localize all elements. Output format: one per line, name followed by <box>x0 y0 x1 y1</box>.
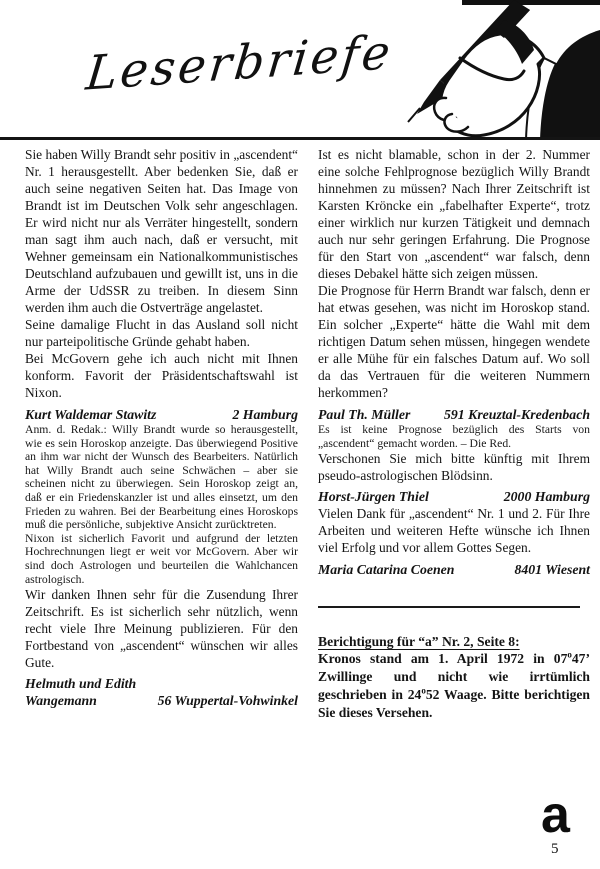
signature-location: 591 Kreuztal-Kredenbach <box>443 407 590 422</box>
letter-mueller-paragraph-1: Ist es nicht blamable, schon in der 2. Nummer eine solche Fehlprognose bezüglich Willy Brandt hinnehmen zu müssen? Nach Ihrer Zeitschrift ist Karsten Kröncke ein „fabelhafter Experte“, trotz einer wirklich nur kurzen Tätigkeit und demnach auch nur sehr geringen Erfahrung. Die Prognose für den Start von „ascendent“ war falsch, denn dieses Debakel hätte sich zeigen müssen. <box>318 147 590 281</box>
letter-stawitz-paragraph-3: Bei McGovern gehe ich auch nicht mit Ihnen konform. Favorit der Präsidentschaftswahl ist Nixon. <box>25 351 298 400</box>
letter-wangemann-signature-line1: Helmuth und Edith <box>25 676 137 692</box>
letter-coenen-paragraph-1: Vielen Dank für „ascendent“ Nr. 1 und 2. Für Ihre Arbeiten und weiteren Hefte wünsche ich Ihnen viel Erfolg und vor allem Gottes Segen. <box>318 506 590 556</box>
page-title: Leserbriefe <box>83 24 396 102</box>
editor-note-paragraph-2: Nixon ist sicherlich Favorit und aufgrund der letzten Hochrechnungen liegt er weit vor McGovern. Aber wir sind doch Astrologen und beurteilen die Wahlchancen astrologisch. <box>25 531 298 586</box>
letter-thiel-signature <box>318 488 590 505</box>
letter-wangemann-signature <box>25 692 298 709</box>
letter-thiel-paragraph-1: Verschonen Sie mich bitte künftig mit Ihrem pseudo-astrologischen Blödsinn. <box>318 451 590 484</box>
signature-name: Wangemann <box>25 693 97 709</box>
signature-name: Kurt Waldemar Stawitz <box>25 407 157 422</box>
letter-mueller-signature <box>318 406 590 423</box>
magazine-logo: a <box>541 786 570 844</box>
correction-divider <box>318 606 580 608</box>
editor-note-red: Es ist keine Prognose bezüglich des Starts von „ascendent“ gemacht worden. – Die Red. <box>318 423 590 450</box>
correction-text: 47’ Zwillinge und nicht wie irrtümlich geschrieben in 24 <box>318 651 590 703</box>
degree-superscript: o <box>567 649 572 660</box>
left-column <box>25 146 298 709</box>
signature-location: 2000 Hamburg <box>503 489 590 505</box>
letter-mueller-paragraph-2: Die Prognose für Herrn Brandt war falsch, denn er hat etwas gesehen, was nicht im Horoskop stand. Ein solcher „Experte“ hätte die Wahl mit dem richtigen Datum sehen müssen, hingegen wendete er alle Mühe für ein falsches Datum auf. Wo soll da das Vertrauen für die weiteren Nummern herkommen? <box>318 283 590 400</box>
signature-name: Horst-Jürgen Thiel <box>318 489 429 505</box>
top-border-bar <box>462 0 600 5</box>
letter-stawitz-signature <box>25 406 298 423</box>
degree-superscript: o <box>421 685 426 696</box>
letter-stawitz-paragraph-2: Seine damalige Flucht in das Ausland soll nicht nur parteipolitische Gründe gehabt haben. <box>25 317 298 349</box>
right-column <box>318 146 590 722</box>
correction-heading: Berichtigung für “a” Nr. 2, Seite 8: <box>318 634 520 650</box>
letter-wangemann-paragraph-1: Wir danken Ihnen sehr für die Zusendung Ihrer Zeitschrift. Es ist sicherlich sehr nützlich, wenn recht viele Ihre Meinung publizieren. Für den Fortbestand von „ascendent“ wünschen wir alles Gute. <box>25 587 298 671</box>
signature-location: 2 Hamburg <box>232 407 298 422</box>
correction-text: Kronos stand am 1. April 1972 in 07 <box>318 651 568 667</box>
correction-body <box>318 650 590 722</box>
signature-name: Maria Catarina Coenen <box>318 562 455 578</box>
correction-text: 52 Waage. Bitte berichtigen Sie dieses Versehen. <box>318 687 590 721</box>
hand-with-pen-illustration <box>390 0 600 140</box>
signature-name: Paul Th. Müller <box>318 407 411 422</box>
header-divider <box>0 137 600 140</box>
page-number: 5 <box>551 841 559 857</box>
editor-note-paragraph-1: Anm. d. Redak.: Willy Brandt wurde so herausgestellt, wie es sein Horoskop anzeigte. Das überwiegend Positive an ihm war nicht der Wunsch des Bearbeiters. Natürlich hat Willy Brandt auch seine Schwächen – aber sie scheinen nicht zu überwiegen. Sein Horoskop zeigt an, daß er ein Friedenskanzler ist und alles einsetzt, um den Frieden zu wahren. Bei der Bearbeitung eines Horoskops muß die persönliche, subjektive Ansicht zurücktreten. <box>25 423 298 532</box>
letter-stawitz-paragraph-1: Sie haben Willy Brandt sehr positiv in „ascendent“ Nr. 1 herausgestellt. Aber bedenken Sie, daß er auch seine negativen Seiten hat. Das Image von Brandt ist im Deutschen Volk sehr angeschlagen. Er wird nicht nur als Verräter hingestellt, sondern man sagt ihm auch nach, daß er versucht, mit Wehner gemeinsam ein Nationalkommunistisches Deutschland aufzubauen und gewillt ist, uns in die Arme der UdSSR zu treiben. In diesem Sinn werden ihm auch die Ostverträge angelastet. <box>25 147 298 315</box>
signature-location: 56 Wuppertal-Vohwinkel <box>157 693 298 709</box>
signature-location: 8401 Wiesent <box>514 562 590 578</box>
letter-coenen-signature <box>318 561 590 578</box>
